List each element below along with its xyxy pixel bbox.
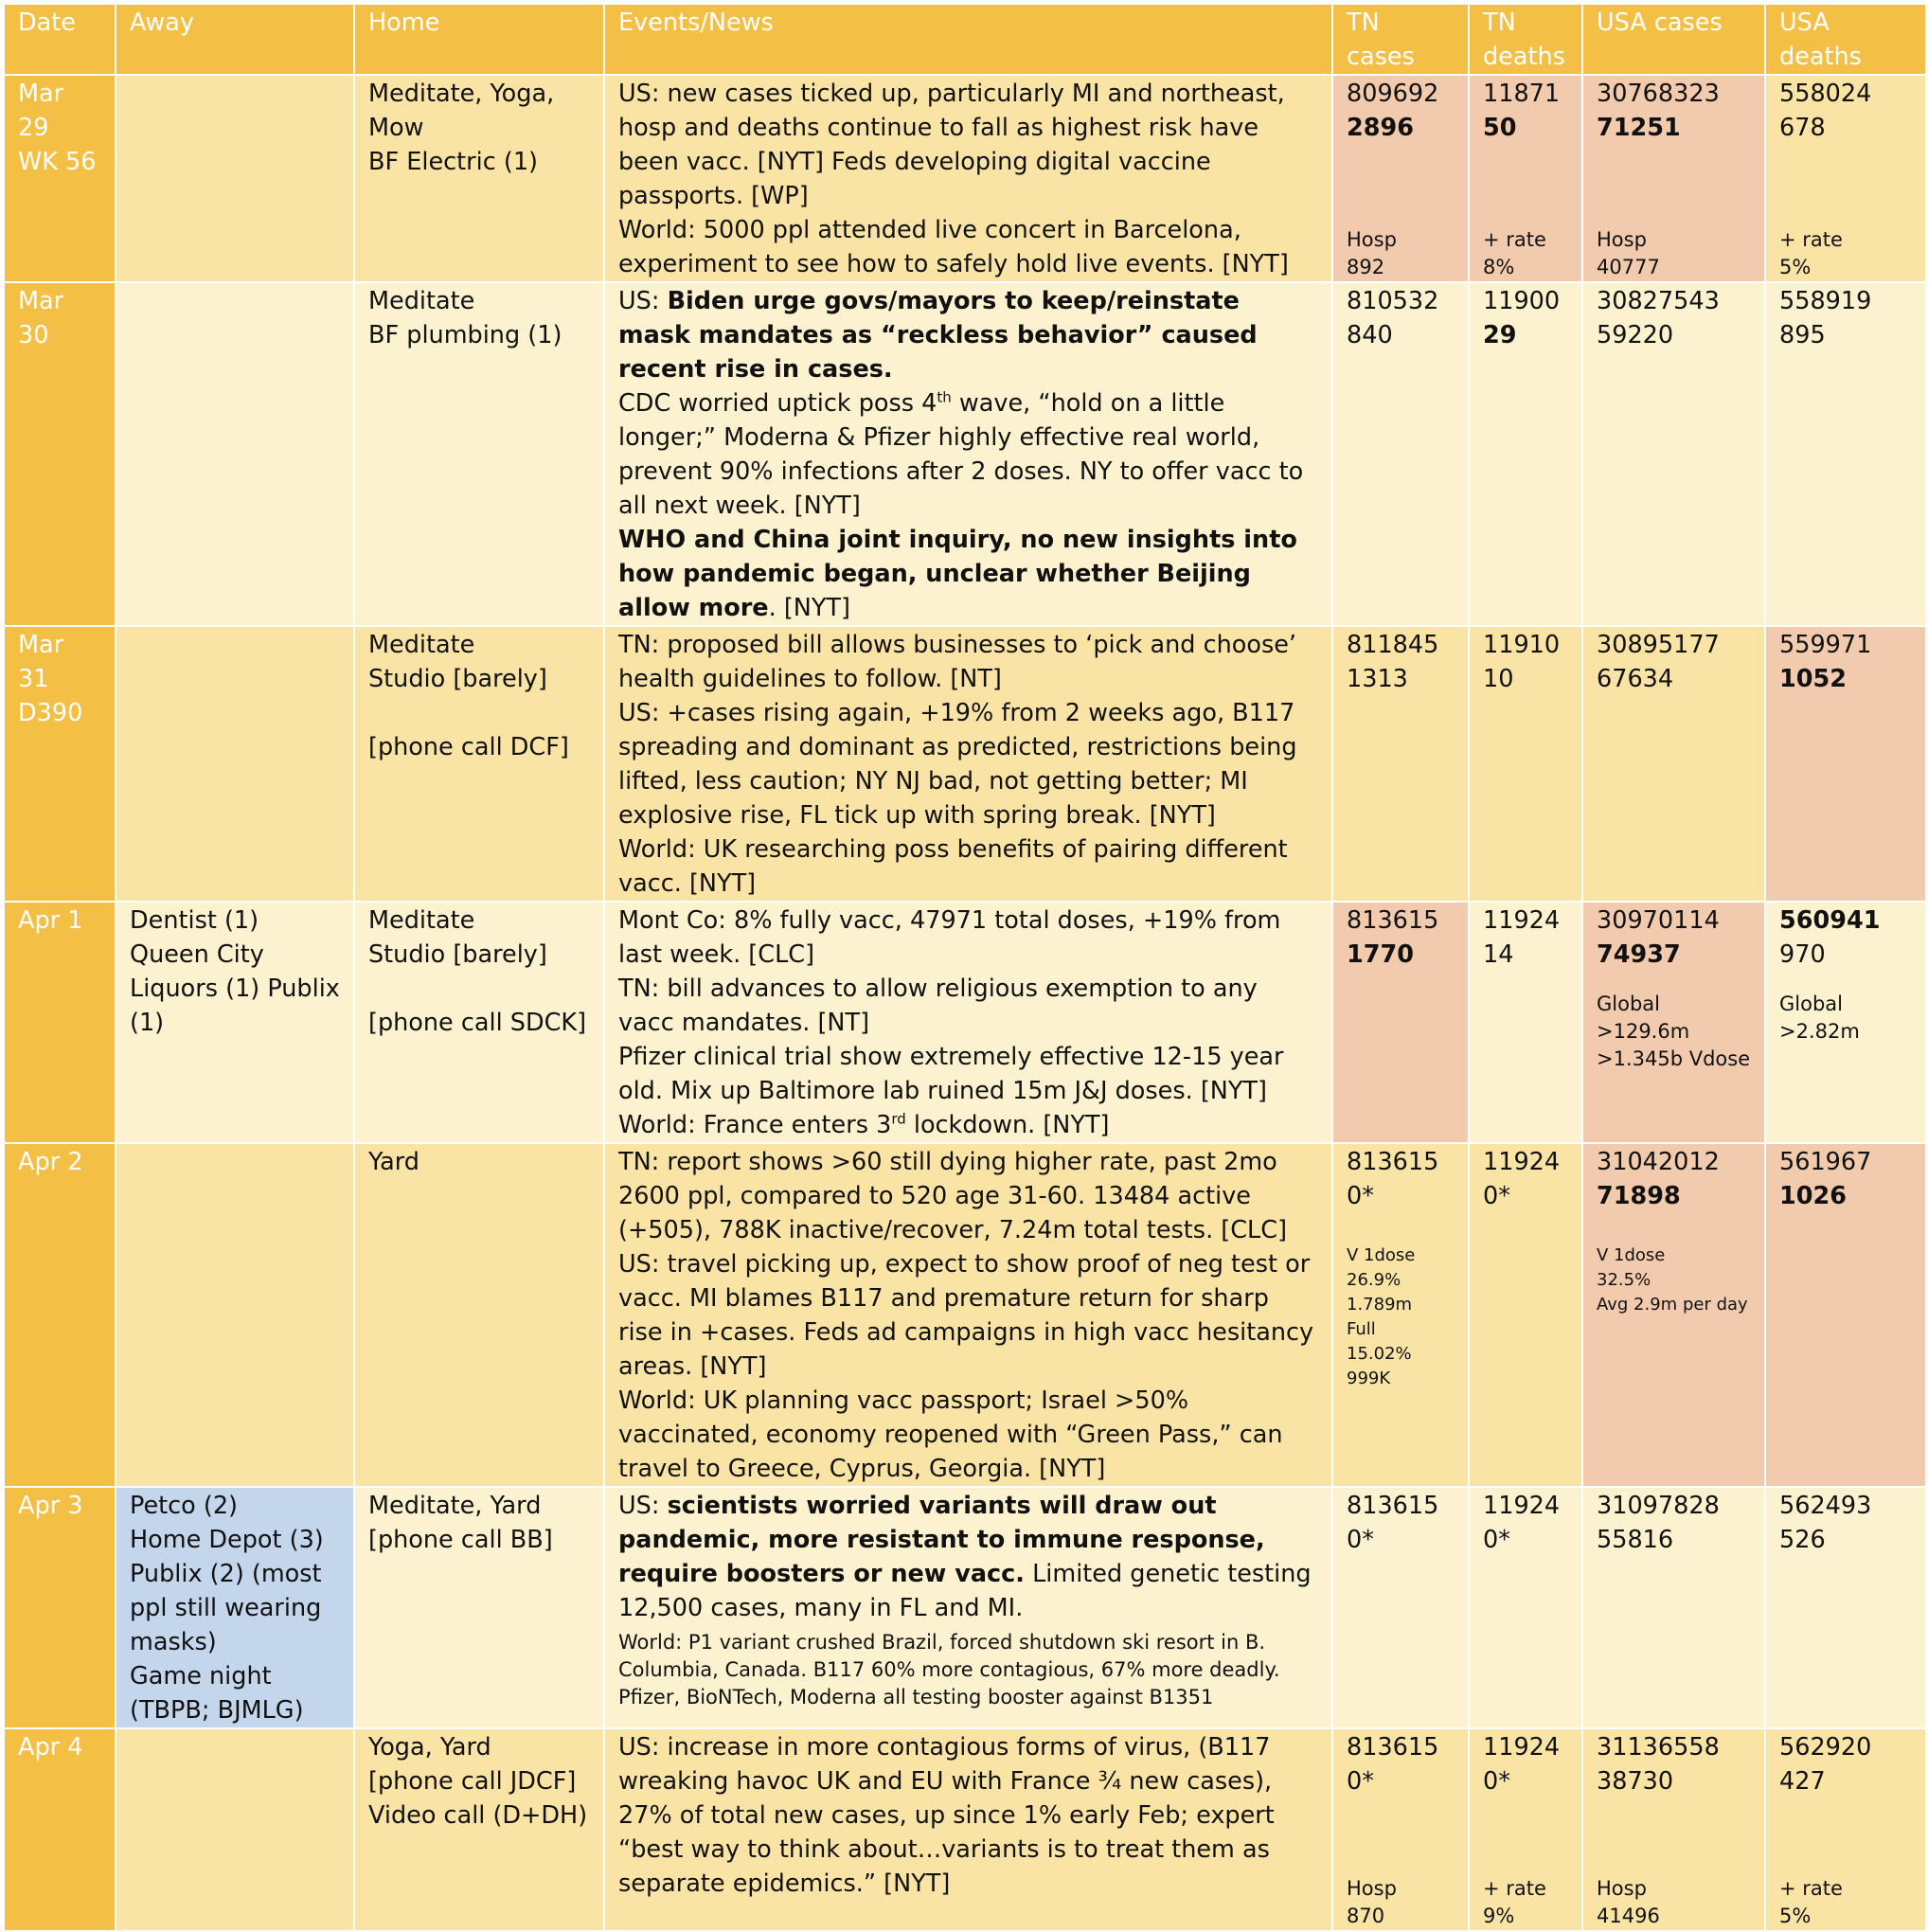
usa-cases-new: 71898 [1597,1182,1681,1210]
usa-deaths-total: 562493 [1779,1492,1872,1520]
tn-cases-cell [1332,1728,1469,1931]
tn-deaths-cell [1469,75,1582,282]
usa-deaths-cell [1765,75,1926,282]
tn-cases-new: 1770 [1347,940,1414,969]
tn-deaths-new: 14 [1483,940,1514,969]
vaccine-note: 999K [1347,1368,1391,1388]
header-usa-deaths: USA deaths [1765,4,1926,75]
tn-cases-new: 0* [1347,1182,1374,1210]
home-item: [phone call JDCF] [368,1767,577,1796]
home-cell [354,282,604,626]
tn-deaths-cell [1469,1143,1582,1487]
home-item: Meditate [368,287,475,315]
events-cell [604,1487,1332,1728]
tn-cases-cell [1332,1487,1469,1728]
hosp-label: Hosp [1597,1877,1647,1900]
home-item: BF plumbing (1) [368,321,562,349]
home-cell [354,626,604,902]
home-item: Yard [368,1148,420,1176]
table-row [4,902,1926,1143]
home-item: Studio [barely] [368,665,547,693]
usa-deaths-total: 558024 [1779,80,1872,108]
events-cell [604,1143,1332,1487]
global-vaccine-doses: >1.345b Vdose [1597,1047,1751,1070]
away-item: Home Depot (3) [130,1526,324,1554]
news-item: TN: proposed bill allows businesses to ‘pick and choose’ health guidelines to follow. [NT] [618,631,1297,693]
usa-deaths-new: 895 [1779,321,1826,349]
home-cell [354,1728,604,1931]
table-row [4,1487,1926,1728]
tn-deaths-total: 11910 [1483,631,1561,659]
date-cell [4,1143,116,1487]
news-item: Mont Co: 8% fully vacc, 47971 total doses, +19% from last week. [CLC] [618,906,1281,969]
usa-deaths-cell [1765,902,1926,1143]
news-item: World: P1 variant crushed Brazil, forced shutdown ski resort in B. Columbia, Canada. B117 60% more contagious, 67% more deadly. Pfizer, BioNTech, Moderna all testing booster against B1351 [618,1631,1280,1708]
news-item: Pfizer clinical trial show extremely effective 12-15 year old. Mix up Baltimore lab ruined 15m J&J doses. [NYT] [618,1043,1284,1105]
tn-cases-total: 813615 [1347,1148,1439,1176]
positivity-label: + rate [1483,1877,1546,1900]
tn-deaths-total: 11900 [1483,287,1561,315]
date-line: D390 [18,699,83,727]
table-row [4,282,1926,626]
date-line: Apr 2 [18,1148,83,1176]
vaccine-note: V 1dose [1347,1245,1416,1265]
table-row [4,1728,1926,1931]
tn-cases-total: 810532 [1347,287,1439,315]
news-item: US: increase in more contagious forms of virus, (B117 wreaking havoc UK and EU with France ¾ new cases), 27% of total new cases, up since 1% early Feb; expert “best way to think about…variants is to treat them as separate epidemics.” [NYT] [618,1733,1275,1898]
events-cell [604,282,1332,626]
usa-cases-cell [1582,1487,1765,1728]
usa-deaths-cell [1765,1728,1926,1931]
tn-cases-cell [1332,626,1469,902]
tn-cases-total: 811845 [1347,631,1439,659]
usa-deaths-new: 427 [1779,1767,1826,1796]
date-line: Mar 31 [18,631,64,693]
tn-cases-cell [1332,282,1469,626]
usa-cases-total: 30768323 [1597,80,1720,108]
home-item [368,696,590,730]
news-item: US: new cases ticked up, particularly MI and northeast, hosp and deaths continue to fall as highest risk have been vacc. [NYT] Feds developing digital vaccine passports. [WP] [618,80,1285,210]
tn-deaths-new: 29 [1483,321,1517,349]
news-item: US: Biden urge govs/mayors to keep/reinstate mask mandates as “reckless behavior” caused recent rise in cases. [618,287,1258,384]
home-item: Yoga, Yard [368,1733,491,1762]
header-row [4,4,1926,75]
tn-cases-cell [1332,1143,1469,1487]
away-cell [116,902,354,1143]
hosp-label: Hosp [1347,228,1397,251]
away-item: Petco (2) [130,1492,239,1520]
positivity-label: + rate [1779,1877,1843,1900]
usa-cases-cell [1582,75,1765,282]
tn-cases-new: 1313 [1347,665,1408,693]
tn-deaths-cell [1469,902,1582,1143]
global-label: Global [1779,993,1843,1015]
date-line: Apr 3 [18,1492,83,1520]
away-cell [116,1143,354,1487]
table-row [4,75,1926,282]
tn-cases-cell [1332,75,1469,282]
home-item: Meditate, Yard [368,1492,542,1520]
usa-deaths-new: 970 [1779,940,1826,969]
usa-cases-total: 30895177 [1597,631,1720,659]
usa-cases-total: 30970114 [1597,906,1720,935]
covid-log-table [3,3,1927,1932]
tn-cases-cell [1332,902,1469,1143]
header-events: Events/News [604,4,1332,75]
tn-deaths-new: 10 [1483,665,1514,693]
positivity-value: 5% [1779,256,1812,278]
home-item: Meditate [368,906,475,935]
vaccine-note: 32.5% [1597,1270,1651,1290]
home-cell [354,1143,604,1487]
hosp-value: 870 [1347,1905,1385,1927]
news-item: TN: bill advances to allow religious exemption to any vacc mandates. [NT] [618,975,1258,1037]
usa-deaths-new: 526 [1779,1526,1826,1554]
usa-cases-total: 31097828 [1597,1492,1720,1520]
date-cell [4,282,116,626]
home-cell [354,1487,604,1728]
news-item: World: 5000 ppl attended live concert in Barcelona, experiment to see how to safely hold live events. [NYT] [618,216,1289,278]
positivity-label: + rate [1779,228,1843,251]
usa-deaths-cell [1765,1143,1926,1487]
events-cell [604,626,1332,902]
tn-cases-new: 0* [1347,1526,1374,1554]
usa-cases-new: 38730 [1597,1767,1674,1796]
home-item: Meditate [368,631,475,659]
usa-deaths-total: 560941 [1779,906,1881,935]
usa-cases-total: 30827543 [1597,287,1720,315]
home-item: BF Electric (1) [368,148,538,176]
usa-cases-new: 71251 [1597,114,1681,142]
home-cell [354,902,604,1143]
vaccine-note: 26.9% [1347,1270,1401,1290]
vaccine-note: Avg 2.9m per day [1597,1295,1748,1315]
events-cell [604,75,1332,282]
away-cell [116,626,354,902]
home-cell [354,75,604,282]
usa-deaths-total: 559971 [1779,631,1872,659]
usa-cases-cell [1582,1143,1765,1487]
news-item: CDC worried uptick poss 4th wave, “hold on a little longer;” Moderna & Pfizer highly effective real world, prevent 90% infections after 2 doses. NY to offer vacc to all next week. [NYT] [618,388,1304,520]
date-line: Apr 4 [18,1733,83,1762]
tn-deaths-new: 50 [1483,114,1517,142]
away-cell [116,1728,354,1931]
home-item: [phone call BB] [368,1526,553,1554]
usa-cases-new: 55816 [1597,1526,1674,1554]
events-cell [604,902,1332,1143]
vaccine-note: V 1dose [1597,1245,1666,1265]
news-item: US: scientists worried variants will draw out pandemic, more resistant to immune response, require boosters or new vacc. Limited genetic testing 12,500 cases, many in FL and MI. [618,1492,1312,1622]
hosp-value: 40777 [1597,256,1660,278]
home-item: Studio [barely] [368,940,547,969]
date-cell [4,1487,116,1728]
usa-cases-total: 31042012 [1597,1148,1720,1176]
usa-deaths-cell [1765,1487,1926,1728]
news-item: World: UK planning vacc passport; Israel >50% vaccinated, economy reopened with “Green Pass,” can travel to Greece, Cyprus, Georgia. [NYT] [618,1386,1283,1483]
header-away: Away [116,4,354,75]
usa-cases-new: 74937 [1597,940,1681,969]
usa-cases-total: 31136558 [1597,1733,1720,1762]
tn-cases-total: 813615 [1347,1492,1439,1520]
tn-deaths-total: 11924 [1483,1492,1561,1520]
tn-deaths-new: 0* [1483,1767,1510,1796]
tn-cases-new: 840 [1347,321,1393,349]
usa-deaths-total: 562920 [1779,1733,1872,1762]
usa-cases-cell [1582,1728,1765,1931]
tn-deaths-new: 0* [1483,1526,1510,1554]
news-item: US: travel picking up, expect to show proof of neg test or vacc. MI blames B117 and premature return for sharp rise in +cases. Feds ad campaigns in high vacc hesitancy areas. [NYT] [618,1250,1314,1381]
usa-deaths-new: 1026 [1779,1182,1847,1210]
events-cell [604,1728,1332,1931]
usa-cases-cell [1582,902,1765,1143]
usa-deaths-new: 1052 [1779,665,1847,693]
tn-deaths-new: 0* [1483,1182,1510,1210]
tn-deaths-cell [1469,1487,1582,1728]
header-home: Home [354,4,604,75]
usa-deaths-cell [1765,282,1926,626]
positivity-value: 5% [1779,1905,1812,1927]
positivity-value: 8% [1483,256,1515,278]
away-item: Dentist (1) Queen City Liquors (1) Publix (1) [130,906,340,1037]
table-row [4,626,1926,902]
tn-deaths-total: 11924 [1483,1733,1561,1762]
vaccine-note: 1.789m [1347,1295,1413,1315]
home-item: [phone call DCF] [368,733,569,761]
date-cell [4,626,116,902]
date-cell [4,902,116,1143]
home-item: Meditate, Yoga, Mow [368,80,555,142]
away-cell [116,282,354,626]
news-item: WHO and China joint inquiry, no new insights into how pandemic began, unclear whether Beijing allow more. [NYT] [618,526,1297,622]
vaccine-note: 15.02% [1347,1344,1412,1364]
news-item: World: UK researching poss benefits of pairing different vacc. [NYT] [618,835,1288,898]
tn-deaths-total: 11924 [1483,1148,1561,1176]
tn-deaths-total: 11924 [1483,906,1561,935]
home-item: Video call (D+DH) [368,1801,588,1830]
usa-deaths-total: 561967 [1779,1148,1872,1176]
news-item: World: France enters 3rd lockdown. [NYT] [618,1110,1110,1139]
tn-cases-total: 813615 [1347,1733,1439,1762]
date-cell [4,75,116,282]
global-cases: >129.6m [1597,1020,1690,1043]
usa-cases-cell [1582,282,1765,626]
tn-deaths-cell [1469,626,1582,902]
date-line: Mar 30 [18,287,64,349]
global-deaths: >2.82m [1779,1020,1860,1043]
usa-deaths-new: 678 [1779,114,1826,142]
tn-deaths-cell [1469,1728,1582,1931]
date-cell [4,1728,116,1931]
news-item: TN: report shows >60 still dying higher rate, past 2mo 2600 ppl, compared to 520 age 31-60. 13484 active (+505), 788K inactive/recover, 7.24m total tests. [CLC] [618,1148,1288,1244]
date-line: Mar 29 [18,80,64,142]
date-line: Apr 1 [18,906,83,935]
tn-cases-new: 0* [1347,1767,1374,1796]
header-date: Date [4,4,116,75]
away-item: Publix (2) (most ppl still wearing masks) [130,1560,322,1656]
header-tn-deaths: TN deaths [1469,4,1582,75]
hosp-label: Hosp [1347,1877,1397,1900]
hosp-label: Hosp [1597,228,1647,251]
global-label: Global [1597,993,1660,1015]
vaccine-note: Full [1347,1319,1376,1339]
header-usa-cases: USA cases [1582,4,1765,75]
positivity-value: 9% [1483,1905,1515,1927]
table-row [4,1143,1926,1487]
away-cell [116,75,354,282]
tn-cases-total: 809692 [1347,80,1439,108]
home-item: [phone call SDCK] [368,1009,587,1037]
positivity-label: + rate [1483,228,1546,251]
home-item [368,972,590,1006]
hosp-value: 41496 [1597,1905,1660,1927]
usa-deaths-total: 558919 [1779,287,1872,315]
hosp-value: 892 [1347,256,1385,278]
date-line: WK 56 [18,148,97,176]
usa-deaths-cell [1765,626,1926,902]
tn-deaths-cell [1469,282,1582,626]
tn-deaths-total: 11871 [1483,80,1561,108]
away-cell [116,1487,354,1728]
usa-cases-new: 59220 [1597,321,1674,349]
away-item: Game night (TBPB; BJMLG) [130,1662,304,1725]
tn-cases-total: 813615 [1347,906,1439,935]
news-item: US: +cases rising again, +19% from 2 weeks ago, B117 spreading and dominant as predicted, restrictions being lifted, less caution; NY NJ bad, not getting better; MI explosive rise, FL tick up with spring break. [NYT] [618,699,1297,830]
header-tn-cases: TN cases [1332,4,1469,75]
tn-cases-new: 2896 [1347,114,1414,142]
usa-cases-new: 67634 [1597,665,1674,693]
usa-cases-cell [1582,626,1765,902]
